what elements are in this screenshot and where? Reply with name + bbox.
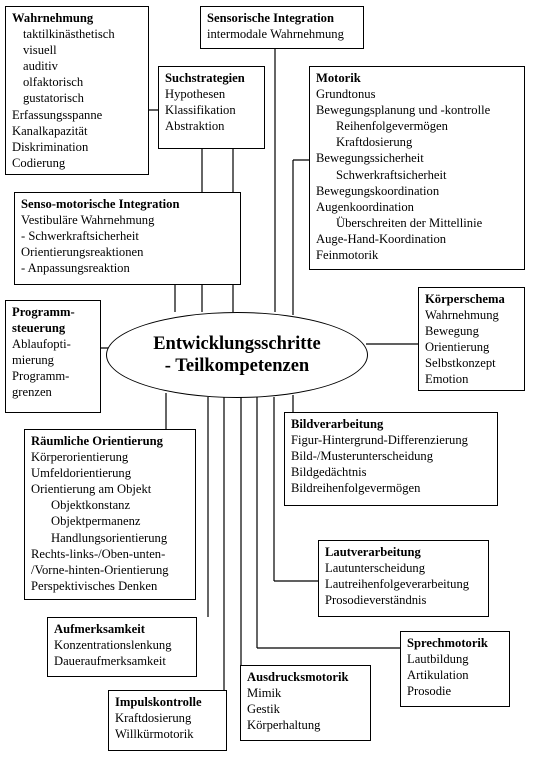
box-title: Sprechmotorik (407, 636, 488, 650)
box-title: Lautverarbeitung (325, 545, 421, 559)
box-item: grenzen (12, 385, 52, 400)
box-title: Wahrnehmung (12, 11, 94, 25)
box-raeumliche-orientierung (24, 429, 196, 600)
box-item: Schwerkraftsicherheit (336, 167, 447, 182)
box-title-line1: Programm- (12, 305, 75, 319)
center-title-line1: Entwicklungsschritte (153, 334, 321, 354)
box-sprechmotorik (400, 631, 510, 707)
box-item: Erfassungsspanne (12, 107, 103, 122)
box-item: Bild-/Musterunterscheidung (291, 449, 434, 464)
box-item: Diskrimination (12, 139, 89, 154)
box-item: Emotion (425, 372, 469, 387)
box-item: Überschreiten der Mittellinie (336, 215, 483, 230)
box-title: Räumliche Orientierung (31, 434, 163, 448)
box-item: Artikulation (407, 668, 469, 683)
box-item: Orientierung (425, 340, 490, 355)
box-item: Konzentrationslenkung (54, 638, 172, 653)
box-title: Motorik (316, 71, 361, 85)
box-title: Aufmerksamkeit (54, 622, 145, 636)
box-item: Abstraktion (165, 119, 225, 134)
box-item: Bildgedächtnis (291, 465, 367, 480)
box-item: Codierung (12, 155, 66, 170)
box-item: Orientierungsreaktionen (21, 245, 144, 260)
box-item: /Vorne-hinten-Orientierung (31, 562, 169, 577)
center-title-line2: - Teilkompetenzen (164, 356, 310, 376)
box-item: Bewegungsplanung und -kontrolle (316, 103, 491, 118)
box-impulskontrolle (108, 690, 227, 751)
box-item: Ablaufopti- (12, 337, 71, 352)
box-senso-motorische-integration (14, 192, 241, 285)
box-item: Gestik (247, 702, 280, 717)
box-title: Senso-motorische Integration (21, 197, 180, 211)
box-item: Daueraufmerksamkeit (54, 654, 166, 669)
box-motorik (309, 66, 525, 270)
box-item: Kraftdosierung (336, 135, 413, 150)
box-item: Auge-Hand-Koordination (316, 231, 447, 246)
box-item: Handlungsorientierung (51, 530, 168, 545)
box-item: Orientierung am Objekt (31, 482, 152, 497)
box-title: Bildverarbeitung (291, 417, 384, 431)
box-item: Programm- (12, 369, 70, 384)
box-item: Lautunterscheidung (325, 561, 426, 576)
box-item: Lautreihenfolgeverarbeitung (325, 577, 470, 592)
box-item: auditiv (23, 59, 58, 74)
box-item: Bildreihenfolgevermögen (291, 481, 421, 496)
box-ausdrucksmotorik (240, 665, 371, 741)
box-item: Objektpermanenz (51, 514, 141, 529)
box-title: Impulskontrolle (115, 695, 202, 709)
box-title: Sensorische Integration (207, 11, 334, 25)
box-item: visuell (23, 43, 57, 58)
center-ellipse (106, 312, 368, 398)
box-title-line2: steuerung (12, 321, 66, 336)
box-item: - Anpassungsreaktion (21, 261, 130, 276)
box-item: mierung (12, 353, 54, 368)
box-wahrnehmung (5, 6, 149, 175)
box-item: Prosodieverständnis (325, 593, 427, 608)
box-lautverarbeitung (318, 540, 489, 617)
box-item: Wahrnehmung (425, 308, 499, 323)
box-item: Reihenfolgevermögen (336, 119, 448, 134)
box-item: Prosodie (407, 684, 452, 699)
box-item: intermodale Wahrnehmung (207, 27, 344, 42)
box-item: taktilkinästhetisch (23, 27, 115, 42)
box-title: Körperschema (425, 292, 505, 306)
box-koerperschema (418, 287, 525, 391)
box-item: Bewegungskoordination (316, 183, 440, 198)
box-item: Körperorientierung (31, 450, 129, 465)
box-item: Kanalkapazität (12, 123, 88, 138)
box-item: Vestibuläre Wahrnehmung (21, 213, 155, 228)
box-item: Bewegungssicherheit (316, 151, 424, 166)
box-item: Selbstkonzept (425, 356, 496, 371)
box-item: Rechts-links-/Oben-unten- (31, 546, 166, 561)
box-item: gustatorisch (23, 91, 84, 106)
box-title: Suchstrategien (165, 71, 245, 85)
box-item: Lautbildung (407, 652, 469, 667)
box-item: Figur-Hintergrund-Differenzierung (291, 433, 468, 448)
box-programmsteuerung (5, 300, 101, 413)
box-item: Perspektivisches Denken (31, 578, 158, 593)
box-item: Objektkonstanz (51, 498, 131, 513)
box-bildverarbeitung (284, 412, 498, 506)
box-item: - Schwerkraftsicherheit (21, 229, 139, 244)
box-item: Grundtonus (316, 87, 376, 102)
box-suchstrategien (158, 66, 265, 149)
box-item: Körperhaltung (247, 718, 321, 733)
box-item: Willkürmotorik (115, 727, 194, 742)
box-item: Bewegung (425, 324, 479, 339)
box-item: Kraftdosierung (115, 711, 192, 726)
box-item: Feinmotorik (316, 248, 379, 263)
box-item: Mimik (247, 686, 282, 701)
box-item: Augenkoordination (316, 199, 414, 214)
box-item: olfaktorisch (23, 75, 84, 90)
box-aufmerksamkeit (47, 617, 197, 677)
box-sensorische-integration (200, 6, 364, 49)
box-item: Umfeldorientierung (31, 466, 132, 481)
box-item: Klassifikation (165, 103, 236, 118)
box-item: Hypothesen (165, 87, 226, 102)
box-title: Ausdrucksmotorik (247, 670, 349, 684)
